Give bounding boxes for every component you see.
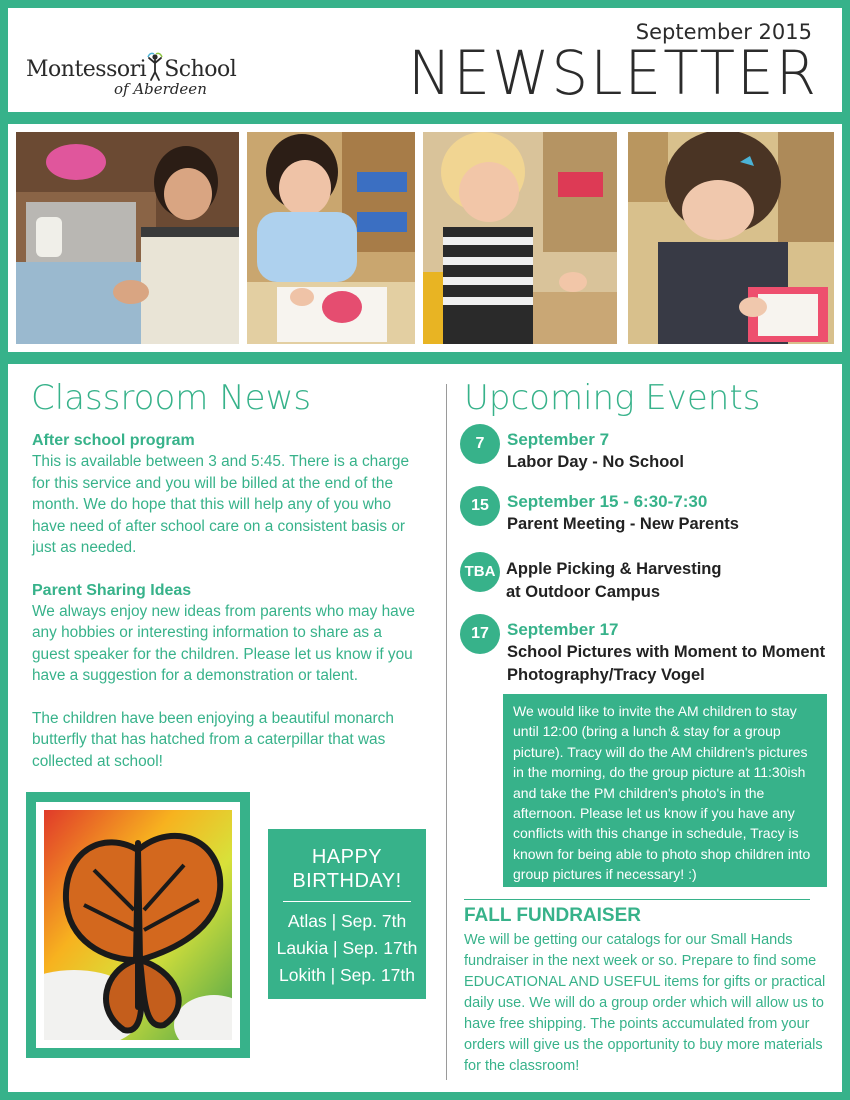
event-date: September 15 - 6:30-7:30 [507, 492, 708, 511]
logo-subtitle: of Aberdeen [114, 80, 207, 98]
classroom-photo-icon [628, 132, 834, 344]
event-title: Parent Meeting - New Parents [507, 515, 739, 533]
event-title: School Pictures with Moment to Moment Photography/Tracy Vogel [507, 643, 826, 684]
birthday-box [268, 829, 426, 999]
newsletter-body [8, 364, 842, 1092]
event-date-badge: 17 [460, 614, 500, 654]
issue-date: September 2015 [635, 20, 812, 44]
classroom-photo-4 [628, 132, 834, 344]
butterfly-photo-frame [26, 792, 250, 1058]
classroom-photo-icon [247, 132, 415, 344]
upcoming-events-title: Upcoming Events [464, 378, 761, 418]
butterfly-photo-icon [44, 810, 232, 1040]
classroom-photo-2 [247, 132, 415, 344]
logo-figure-icon [146, 52, 164, 82]
event-date: September 17 [507, 620, 619, 639]
fundraiser-body: We will be getting our catalogs for our Small Hands fundraiser in the next week or so. Prepare to find some EDUCATIONAL AND USEFUL items for gifts or practical daily use. We will do a group order which will allow us to have free shipping. The points accumulated from your orders will give us the opportunity to buy more materials for the classroom! [464, 932, 826, 1074]
butterfly-body: The children have been enjoying a beautiful monarch butterfly that has hatched from a caterpillar that was collected at school! [32, 709, 394, 770]
birthday-item: Atlas | Sep. 7th [287, 911, 407, 931]
event-date-badge: 15 [460, 486, 500, 526]
classroom-photo-1 [16, 132, 239, 344]
classroom-photo-icon [423, 132, 617, 344]
event-title: Labor Day - No School [507, 453, 684, 471]
school-pictures-note: We would like to invite the AM children to stay until 12:00 (bring a lunch & stay for a group picture). Tracy will do the AM children's pictures in the morning, do the group picture at 11:30ish and take the PM children's photo's in the afternoon. Please let us know if you have any conflicts with this change in schedule, Tracy is known for being able to photo shop children into group pictures if necessary! :) [503, 694, 827, 887]
after-school-heading: After school program [32, 432, 195, 449]
logo-text-right: School [164, 57, 237, 82]
fundraiser-title: FALL FUNDRAISER [464, 905, 641, 926]
logo-text-left: Montessori [26, 57, 147, 82]
photo-strip [8, 124, 842, 352]
birthday-title-line1: HAPPY [311, 846, 383, 868]
parent-sharing-heading: Parent Sharing Ideas [32, 581, 192, 599]
after-school-body: This is available between 3 and 5:45. There is a charge for this service and you will be billed at the end of the month. We do hope that this will help any of you who have need of after school care on a consistent basis or just as needed. [32, 453, 410, 556]
event-date-badge: 7 [460, 424, 500, 464]
school-logo [26, 26, 256, 106]
birthday-title-line2: BIRTHDAY! [292, 870, 402, 892]
newsletter-masthead: NEWSLETTER [408, 37, 818, 109]
newsletter-header [8, 8, 842, 112]
birthday-item: Laukia | Sep. 17th [276, 938, 418, 958]
event-title: Apple Picking & Harvesting at Outdoor Campus [506, 560, 722, 601]
fundraiser-divider [464, 899, 810, 900]
column-divider [446, 384, 447, 1080]
classroom-photo-icon [16, 132, 239, 344]
classroom-news-title: Classroom News [31, 378, 312, 418]
event-date: September 7 [507, 430, 610, 449]
birthday-item: Lokith | Sep. 17th [279, 965, 415, 985]
classroom-photo-3 [423, 132, 617, 344]
parent-sharing-body: We always enjoy new ideas from parents who may have any hobbies or interesting information to share as a guest speaker for the children. Please let us know if you have a suggestion for a demonstration or talent. [32, 602, 415, 684]
classroom-news-column [32, 430, 422, 772]
event-date-badge: TBA [460, 552, 500, 592]
